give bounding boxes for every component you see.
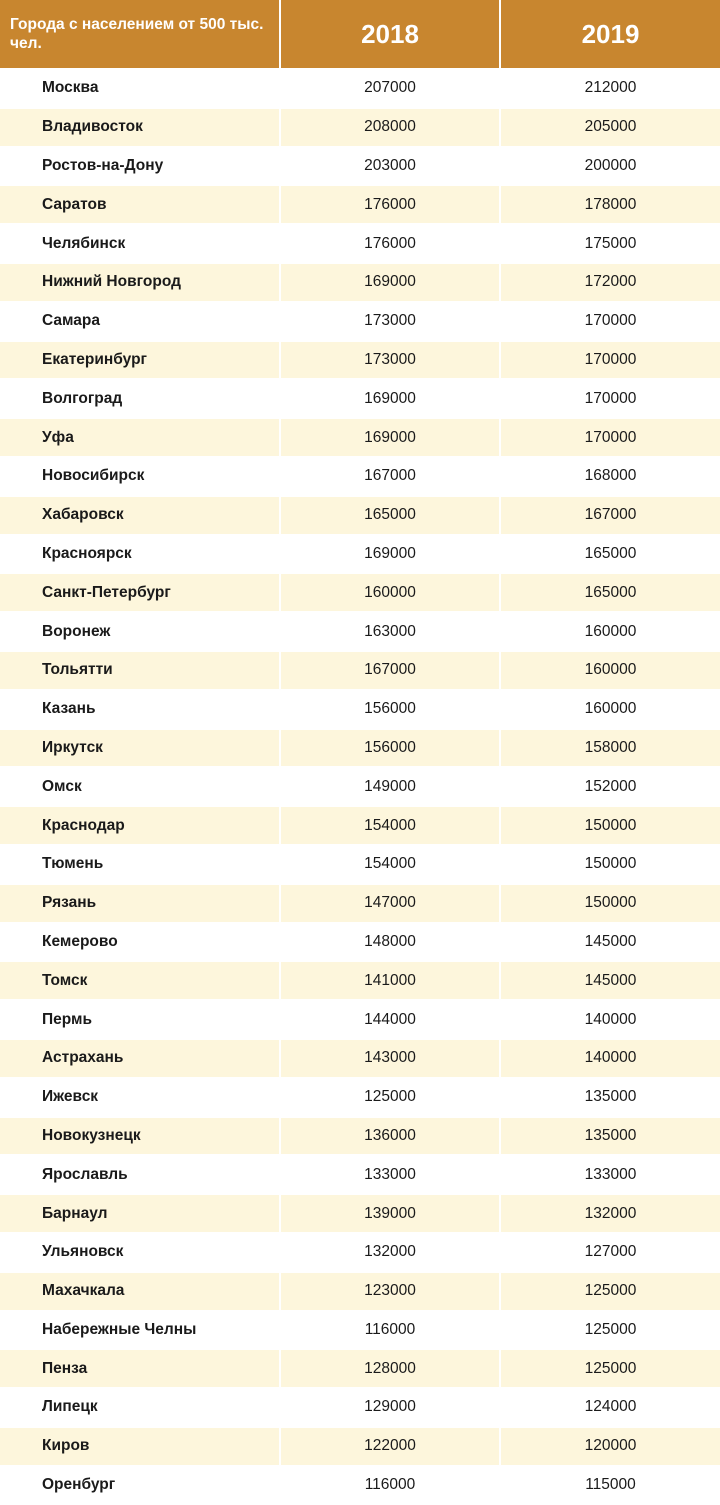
cell-city: Липецк [0, 1388, 280, 1427]
cell-city: Казань [0, 690, 280, 729]
cell-2018: 139000 [280, 1194, 500, 1233]
cell-2019: 170000 [500, 379, 720, 418]
cell-city: Екатеринбург [0, 341, 280, 380]
cell-2018: 148000 [280, 923, 500, 962]
cell-2018: 133000 [280, 1155, 500, 1194]
table-row [0, 1272, 720, 1311]
table-row [0, 1194, 720, 1233]
cell-city: Барнаул [0, 1194, 280, 1233]
cell-city: Самара [0, 302, 280, 341]
cell-2019: 145000 [500, 961, 720, 1000]
cell-city: Красноярск [0, 535, 280, 574]
table-row [0, 1078, 720, 1117]
cell-2019: 170000 [500, 302, 720, 341]
table-row [0, 1039, 720, 1078]
cell-2019: 165000 [500, 535, 720, 574]
cell-2018: 173000 [280, 341, 500, 380]
cell-2018: 176000 [280, 224, 500, 263]
cell-city: Новокузнецк [0, 1117, 280, 1156]
cell-city: Нижний Новгород [0, 263, 280, 302]
cell-2018: 173000 [280, 302, 500, 341]
cell-2018: 116000 [280, 1466, 500, 1505]
table-row [0, 1117, 720, 1156]
cell-2018: 144000 [280, 1000, 500, 1039]
table-row [0, 884, 720, 923]
cell-city: Тюмень [0, 845, 280, 884]
cell-city: Владивосток [0, 108, 280, 147]
cell-city: Киров [0, 1427, 280, 1466]
cell-2018: 156000 [280, 729, 500, 768]
table-row [0, 806, 720, 845]
table-row [0, 224, 720, 263]
cell-2018: 169000 [280, 379, 500, 418]
cell-2018: 122000 [280, 1427, 500, 1466]
table-row [0, 1155, 720, 1194]
table-row [0, 923, 720, 962]
cell-city: Пермь [0, 1000, 280, 1039]
cell-city: Москва [0, 69, 280, 108]
table-row [0, 379, 720, 418]
cell-2019: 178000 [500, 185, 720, 224]
cell-2018: 128000 [280, 1349, 500, 1388]
table-header [0, 0, 720, 69]
table-row [0, 612, 720, 651]
table-row [0, 1311, 720, 1350]
table-row [0, 651, 720, 690]
cell-2019: 125000 [500, 1349, 720, 1388]
cell-2018: 167000 [280, 651, 500, 690]
cell-2018: 123000 [280, 1272, 500, 1311]
table-row [0, 1233, 720, 1272]
cell-2018: 208000 [280, 108, 500, 147]
cell-2019: 115000 [500, 1466, 720, 1505]
cell-2019: 170000 [500, 418, 720, 457]
table-row [0, 1388, 720, 1427]
cell-city: Астрахань [0, 1039, 280, 1078]
table-row [0, 729, 720, 768]
cell-city: Челябинск [0, 224, 280, 263]
cell-2019: 135000 [500, 1117, 720, 1156]
table-row [0, 185, 720, 224]
table-row [0, 457, 720, 496]
cell-2018: 207000 [280, 69, 500, 108]
cell-city: Ярославль [0, 1155, 280, 1194]
cell-2019: 127000 [500, 1233, 720, 1272]
table-row [0, 418, 720, 457]
cell-2018: 160000 [280, 573, 500, 612]
cell-city: Тольятти [0, 651, 280, 690]
cell-2018: 167000 [280, 457, 500, 496]
cell-2018: 154000 [280, 806, 500, 845]
cell-2019: 158000 [500, 729, 720, 768]
cell-2019: 124000 [500, 1388, 720, 1427]
table-row [0, 341, 720, 380]
cell-city: Томск [0, 961, 280, 1000]
column-header-2019: 2019 [500, 0, 720, 69]
cell-2019: 205000 [500, 108, 720, 147]
cell-city: Оренбург [0, 1466, 280, 1505]
table-row [0, 69, 720, 108]
cell-2019: 212000 [500, 69, 720, 108]
cell-2019: 160000 [500, 651, 720, 690]
cell-2019: 165000 [500, 573, 720, 612]
cell-2019: 170000 [500, 341, 720, 380]
cell-city: Кемерово [0, 923, 280, 962]
table-row [0, 1349, 720, 1388]
table-row [0, 690, 720, 729]
cell-2018: 136000 [280, 1117, 500, 1156]
cell-city: Рязань [0, 884, 280, 923]
cell-2019: 150000 [500, 806, 720, 845]
cell-2018: 143000 [280, 1039, 500, 1078]
cell-2019: 132000 [500, 1194, 720, 1233]
cell-2018: 141000 [280, 961, 500, 1000]
cell-2019: 172000 [500, 263, 720, 302]
cell-2018: 169000 [280, 418, 500, 457]
cell-2019: 125000 [500, 1311, 720, 1350]
table-row [0, 767, 720, 806]
cell-2018: 154000 [280, 845, 500, 884]
cell-city: Краснодар [0, 806, 280, 845]
cell-2018: 163000 [280, 612, 500, 651]
cell-2018: 149000 [280, 767, 500, 806]
cell-2018: 165000 [280, 496, 500, 535]
table-row [0, 302, 720, 341]
cell-2019: 133000 [500, 1155, 720, 1194]
cell-city: Волгоград [0, 379, 280, 418]
cell-2019: 175000 [500, 224, 720, 263]
table-row [0, 1000, 720, 1039]
table-header-row [0, 0, 720, 69]
cell-city: Ульяновск [0, 1233, 280, 1272]
cell-2018: 147000 [280, 884, 500, 923]
table-row [0, 573, 720, 612]
cell-2019: 125000 [500, 1272, 720, 1311]
cell-city: Омск [0, 767, 280, 806]
table-row [0, 147, 720, 186]
column-header-city: Города с населением от 500 тыс. чел. [0, 0, 280, 69]
cell-2019: 150000 [500, 884, 720, 923]
cell-2018: 176000 [280, 185, 500, 224]
cell-2019: 160000 [500, 690, 720, 729]
table-row [0, 1466, 720, 1505]
table-body [0, 69, 720, 1504]
table-row [0, 961, 720, 1000]
cell-city: Ростов-на-Дону [0, 147, 280, 186]
cell-city: Махачкала [0, 1272, 280, 1311]
table-row [0, 496, 720, 535]
cell-city: Набережные Челны [0, 1311, 280, 1350]
cell-city: Санкт-Петербург [0, 573, 280, 612]
cell-2019: 135000 [500, 1078, 720, 1117]
table-row [0, 108, 720, 147]
cell-2018: 169000 [280, 535, 500, 574]
cell-2019: 160000 [500, 612, 720, 651]
cell-city: Ижевск [0, 1078, 280, 1117]
column-header-2018: 2018 [280, 0, 500, 69]
cell-city: Воронеж [0, 612, 280, 651]
cell-2019: 145000 [500, 923, 720, 962]
cell-city: Хабаровск [0, 496, 280, 535]
cell-2019: 167000 [500, 496, 720, 535]
cell-2019: 168000 [500, 457, 720, 496]
cell-city: Иркутск [0, 729, 280, 768]
cell-2019: 150000 [500, 845, 720, 884]
table-row [0, 535, 720, 574]
cell-2018: 156000 [280, 690, 500, 729]
table-row [0, 263, 720, 302]
cell-2018: 116000 [280, 1311, 500, 1350]
cell-2018: 132000 [280, 1233, 500, 1272]
cell-2019: 200000 [500, 147, 720, 186]
cell-city: Саратов [0, 185, 280, 224]
cell-city: Уфа [0, 418, 280, 457]
cell-2019: 140000 [500, 1000, 720, 1039]
cell-city: Новосибирск [0, 457, 280, 496]
cell-2019: 120000 [500, 1427, 720, 1466]
cell-city: Пенза [0, 1349, 280, 1388]
cell-2018: 203000 [280, 147, 500, 186]
cell-2018: 125000 [280, 1078, 500, 1117]
cell-2018: 169000 [280, 263, 500, 302]
cell-2019: 152000 [500, 767, 720, 806]
cell-2019: 140000 [500, 1039, 720, 1078]
table-row [0, 845, 720, 884]
table-row [0, 1427, 720, 1466]
cell-2018: 129000 [280, 1388, 500, 1427]
